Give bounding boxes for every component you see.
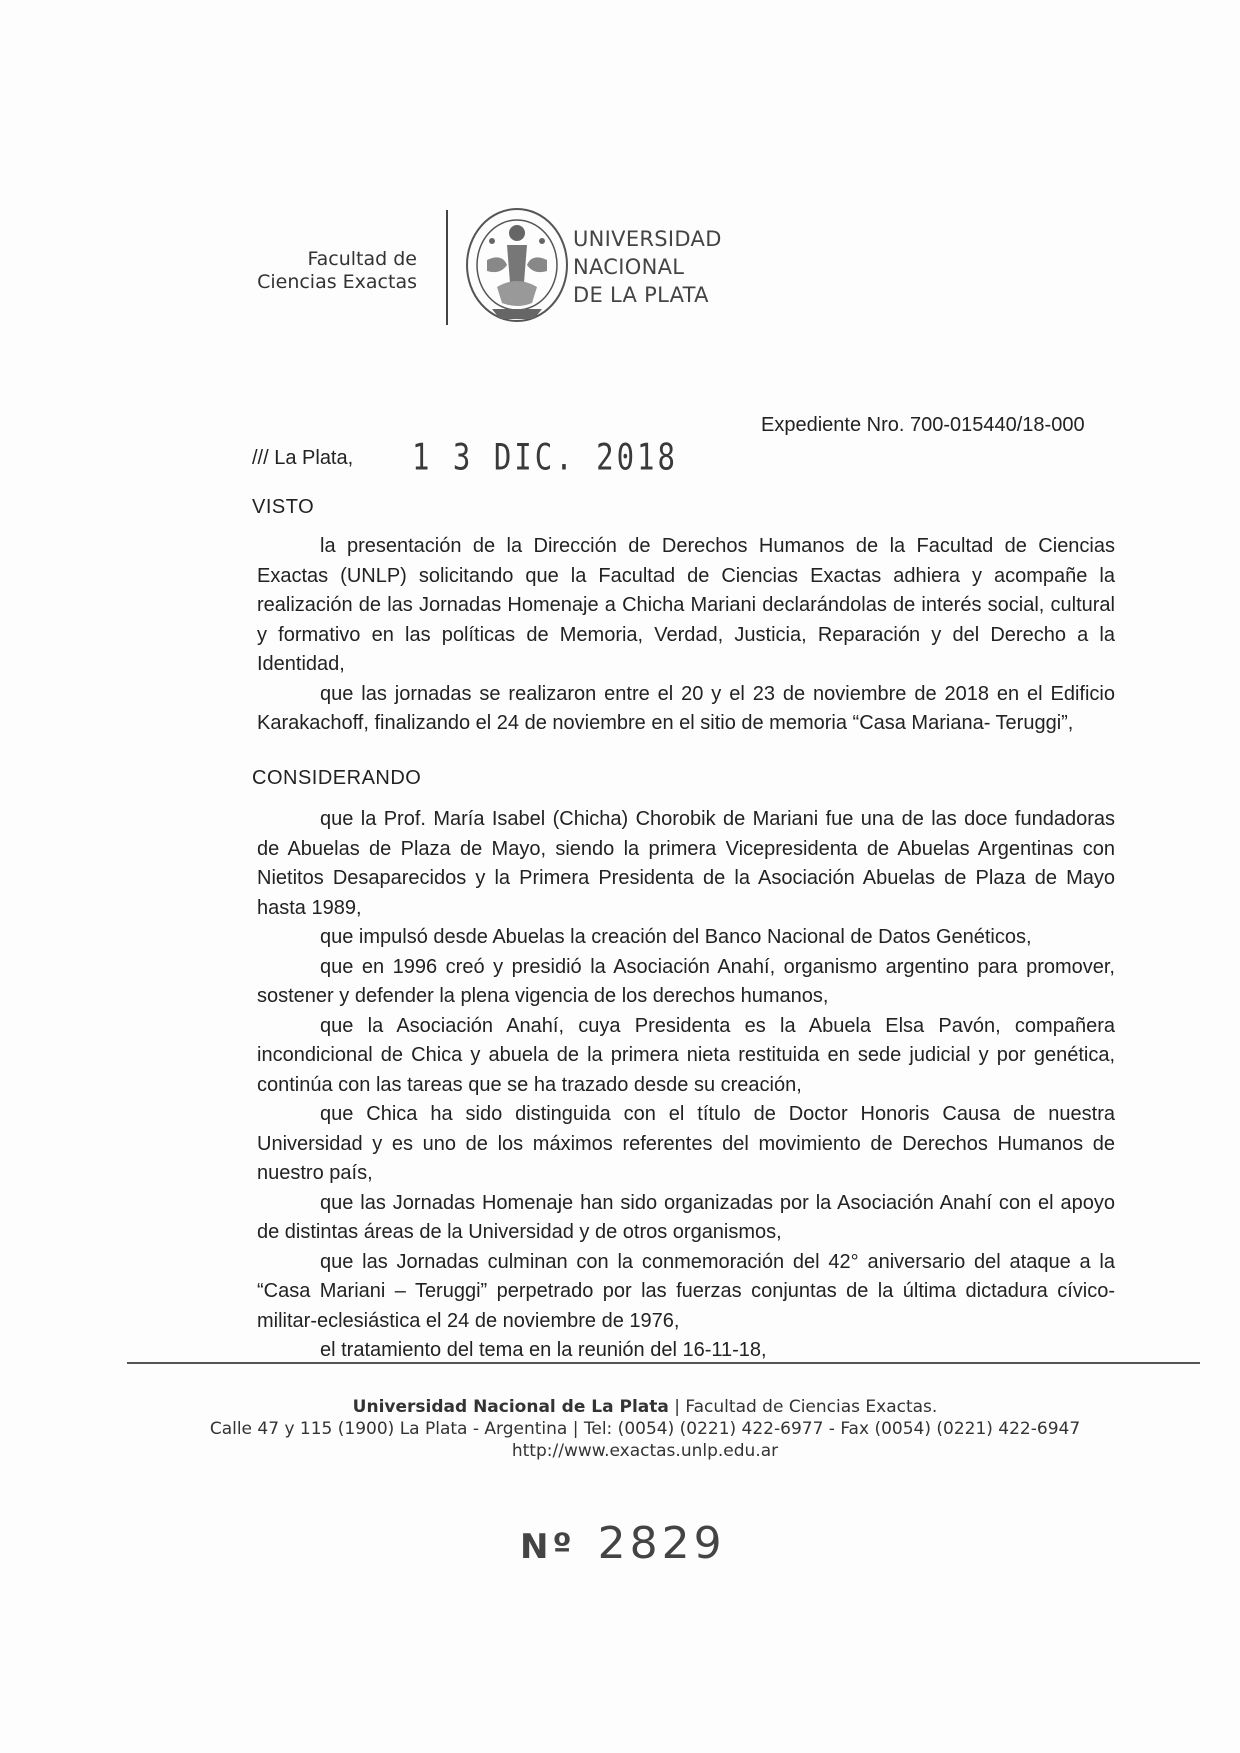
considerando-paragraph: que Chica ha sido distinguida con el título de Doctor Honoris Causa de nuestra Universidad y es uno de los máximos referentes del movimiento de Derechos Humanos de nuestro país, [257,1103,1115,1184]
header-divider [446,210,448,325]
footer-faculty: Facultad de Ciencias Exactas. [685,1397,938,1417]
visto-paragraph: la presentación de la Dirección de Derechos Humanos de la Facultad de Ciencias Exactas (UNLP) solicitando que la Facultad de Ciencias Exactas adhiera y acompañe la realización de las Jornadas Homenaje a Chicha Mariani declarándolas de interés social, cultural y formativo en las políticas de Memoria, Verdad, Justicia, Reparación y del Derecho a la Identidad, [257,535,1115,675]
footer-url: http://www.exactas.unlp.edu.ar [511,1441,779,1461]
visto-heading: VISTO [252,496,315,518]
university-seal-icon [462,205,572,331]
university-line-1: UNIVERSIDAD [573,227,722,251]
faculty-line-1: Facultad de [307,248,417,270]
date-stamp: 1 3 DIC. 2018 [412,435,678,479]
faculty-line-2: Ciencias Exactas [257,271,417,293]
considerando-paragraph: que la Asociación Anahí, cuya Presidenta es la Abuela Elsa Pavón, compañera incondicional de Chica y abuela de la primera nieta restituida en sede judicial y por genética, continúa con las tareas que se ha trazado desde su creación, [257,1014,1115,1096]
footer-institution [150,1396,1140,1418]
considerando-heading: CONSIDERANDO [252,767,422,789]
visto-section [257,532,1115,739]
considerando-paragraph: que la Prof. María Isabel (Chicha) Chorobik de Mariani fue una de las doce fundadoras de Abuelas de Plaza de Mayo, siendo la primera Vicepresidenta de Abuelas Argentinas con Nietitos Desaparecidos y la Primera Presidenta de la Asociación Abuelas de Plaza de Mayo hasta 1989, [257,808,1115,919]
number-mark: Nº [520,1527,576,1567]
footer-separator: | [674,1397,681,1417]
considerando-paragraph: que en 1996 creó y presidió la Asociación Anahí, organismo argentino para promover, sostener y defender la plena vigencia de los derechos humanos, [257,955,1115,1007]
considerando-section [257,805,1115,1366]
resolution-number [520,1518,726,1569]
considerando-paragraph: que impulsó desde Abuelas la creación del Banco Nacional de Datos Genéticos, [320,926,1032,948]
faculty-name [230,248,417,294]
visto-paragraph: que las jornadas se realizaron entre el 20 y el 23 de noviembre de 2018 en el Edificio Karakachoff, finalizando el 24 de noviembre en el sitio de memoria “Casa Mariana- Teruggi”, [257,682,1115,734]
university-name [573,225,722,309]
footer-address: Calle 47 y 115 (1900) La Plata - Argentina | Tel: (0054) (0221) 422-6977 - Fax (0054) (0221) 422-6947 [209,1419,1081,1439]
considerando-paragraph: que las Jornadas culminan con la conmemoración del 42° aniversario del ataque a la “Casa Mariani – Teruggi” perpetrado por las fuerzas conjuntas de la última dictadura cívico-militar-eclesiástica el 24 de noviembre de 1976, [257,1250,1115,1332]
footer-university: Universidad Nacional de La Plata [352,1397,669,1417]
considerando-paragraph: que las Jornadas Homenaje han sido organizadas por la Asociación Anahí con el apoyo de distintas áreas de la Universidad y de otros organismos, [257,1191,1115,1243]
university-line-3: DE LA PLATA [573,283,709,307]
footer [150,1396,1140,1462]
expediente-number: Expediente Nro. 700-015440/18-000 [761,414,1085,436]
number-value: 2829 [597,1518,726,1569]
considerando-paragraph: el tratamiento del tema en la reunión del 16-11-18, [320,1339,767,1361]
place-line: /// La Plata, [252,447,354,469]
footer-divider [127,1362,1200,1364]
university-line-2: NACIONAL [573,255,685,279]
